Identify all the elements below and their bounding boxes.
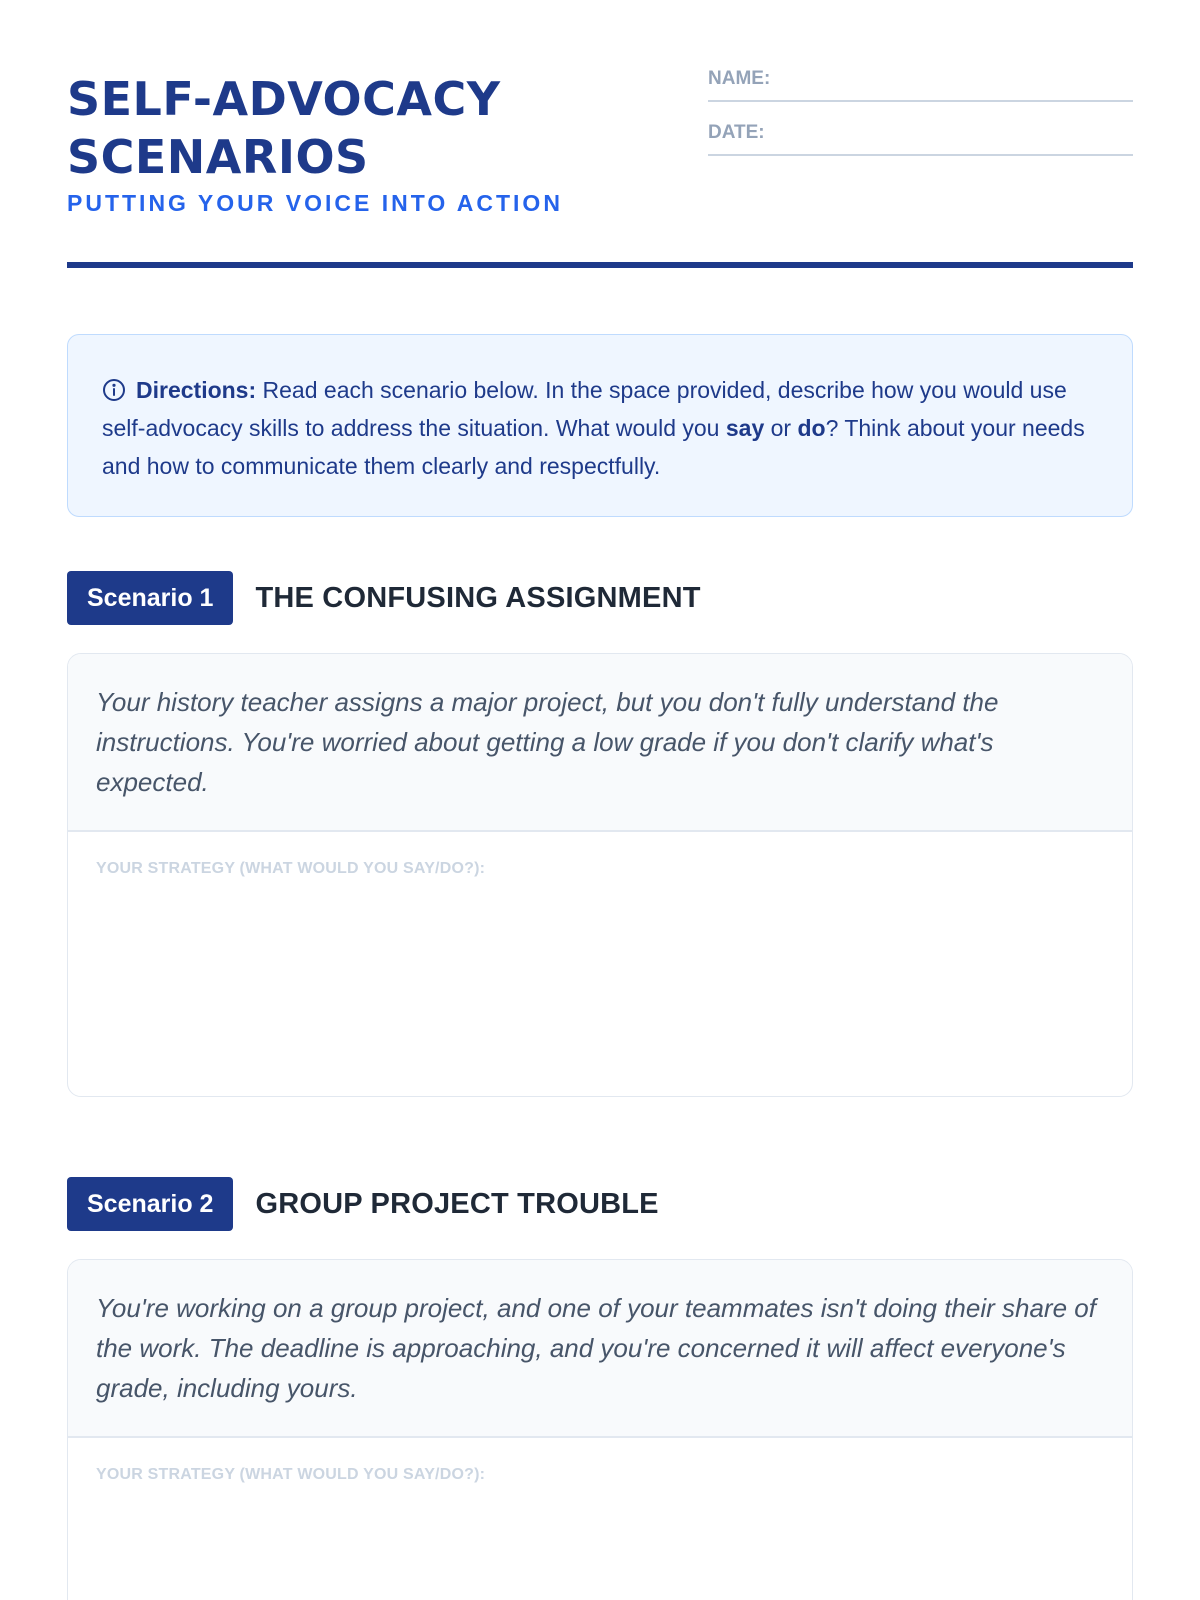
directions-do: do	[797, 415, 826, 441]
scenario-2	[67, 1177, 1133, 1600]
scenario-2-strategy-area[interactable]	[68, 1438, 1132, 1600]
title-line-2: SCENARIOS	[67, 130, 369, 184]
scenario-1-prompt: Your history teacher assigns a major project, but you don't fully understand the instructions. You're worried about getting a low grade if you don't clarify what's expected.	[68, 654, 1132, 832]
worksheet-header	[67, 0, 1133, 268]
scenario-2-strategy-label: YOUR STRATEGY (WHAT WOULD YOU SAY/DO?):	[96, 1466, 486, 1483]
scenario-1-strategy-label: YOUR STRATEGY (WHAT WOULD YOU SAY/DO?):	[96, 860, 486, 877]
scenario-1-title: THE CONFUSING ASSIGNMENT	[255, 581, 701, 614]
directions-lead: Directions:	[136, 377, 257, 403]
scenario-2-title: GROUP PROJECT TROUBLE	[255, 1187, 659, 1220]
scenario-2-prompt: You're working on a group project, and one of your teammates isn't doing their share of the work. The deadline is approaching, and you're concerned it will affect everyone's grade, including yours.	[68, 1260, 1132, 1438]
page-subtitle: PUTTING YOUR VOICE INTO ACTION	[67, 190, 563, 216]
directions-box	[67, 334, 1133, 517]
scenario-2-card	[67, 1259, 1133, 1600]
directions-or: or	[764, 415, 798, 441]
scenario-1-header	[67, 571, 1133, 625]
date-field[interactable]	[708, 120, 1133, 156]
scenario-1	[67, 571, 1133, 1097]
scenario-1-badge: Scenario 1	[67, 571, 233, 625]
directions-say: say	[725, 415, 765, 441]
directions-text-part-1: Read each scenario below. In the space provided, describe how you would use self-advocacy skills to address the situation. What would you	[102, 377, 1067, 441]
student-info-fields	[708, 66, 1133, 174]
scenario-1-strategy-area[interactable]	[68, 832, 1132, 1096]
scenario-2-header	[67, 1177, 1133, 1231]
scenario-1-card	[67, 653, 1133, 1097]
directions-text	[102, 371, 1098, 485]
name-field[interactable]	[708, 66, 1133, 102]
directions-text-part-2: ? Think about your needs and how to communicate them clearly and respectfully.	[102, 415, 1085, 479]
scenario-2-badge: Scenario 2	[67, 1177, 233, 1231]
name-label: NAME:	[708, 68, 771, 89]
title-line-1: SELF-ADVOCACY	[67, 72, 501, 126]
info-icon	[102, 378, 126, 402]
date-label: DATE:	[708, 122, 765, 143]
page-title	[67, 70, 627, 186]
